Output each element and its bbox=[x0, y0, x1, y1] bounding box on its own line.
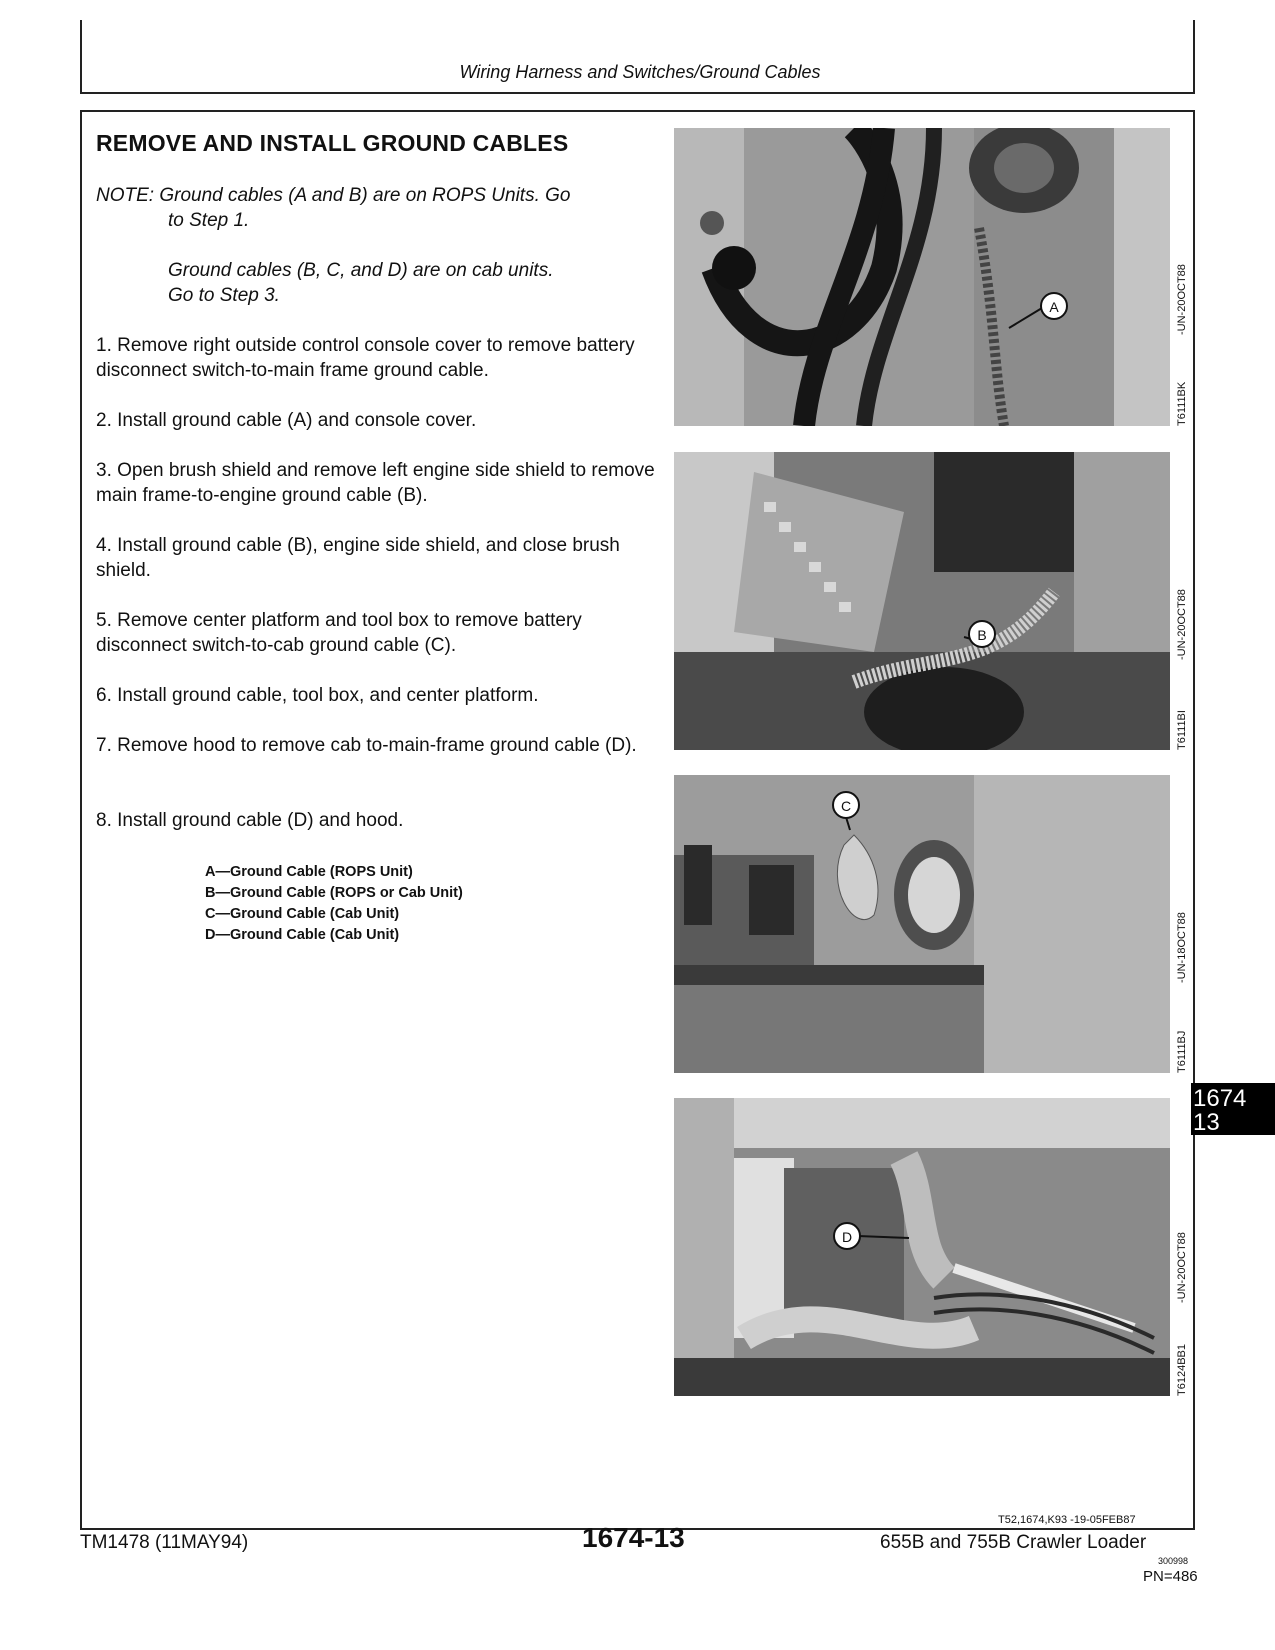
photo-c-code-right: -UN-18OCT88 bbox=[1176, 912, 1188, 983]
step-7: 7. Remove hood to remove cab to-main-frame ground cable (D). bbox=[96, 735, 637, 756]
photo-a-code-left: T6111BK bbox=[1176, 381, 1188, 426]
section-tab-page: 13 bbox=[1193, 1109, 1220, 1136]
legend-item-c: C—Ground Cable (Cab Unit) bbox=[205, 906, 400, 922]
note-block bbox=[96, 183, 646, 308]
content-left-rule bbox=[80, 110, 82, 1530]
section-tab bbox=[1191, 1083, 1275, 1135]
note-line-1b: to Step 1. bbox=[168, 210, 250, 231]
photo-b-callout: B bbox=[977, 627, 987, 643]
step-3: 3. Open brush shield and remove left engine side shield to remove main frame-to-engine ground cable (B). bbox=[96, 460, 655, 506]
photo-ground-cable-b bbox=[674, 452, 1170, 750]
photo-a-callout: A bbox=[1049, 299, 1059, 315]
legend-item-b: B—Ground Cable (ROPS or Cab Unit) bbox=[205, 885, 463, 901]
note-line-2b: Go to Step 3. bbox=[168, 285, 280, 306]
step-5: 5. Remove center platform and tool box to remove battery disconnect switch-to-cab ground cable (C). bbox=[96, 610, 582, 656]
photo-d-code-left: T6124BB1 bbox=[1176, 1344, 1188, 1396]
photo-ground-cable-c bbox=[674, 775, 1170, 1073]
photo-c-callout: C bbox=[840, 798, 852, 814]
content-right-rule bbox=[1193, 110, 1195, 1530]
step-4: 4. Install ground cable (B), engine side shield, and close brush shield. bbox=[96, 535, 620, 581]
callout-legend bbox=[205, 862, 463, 946]
step-6: 6. Install ground cable, tool box, and center platform. bbox=[96, 685, 539, 706]
photo-c-code-left: T6111BJ bbox=[1176, 1030, 1188, 1073]
section-tab-group: 1674 bbox=[1193, 1085, 1247, 1112]
photo-ground-cable-a bbox=[674, 128, 1170, 426]
photo-b-code-right: -UN-20OCT88 bbox=[1176, 589, 1188, 660]
note-line-2a: Ground cables (B, C, and D) are on cab units. bbox=[168, 260, 554, 281]
photo-ground-cable-d bbox=[674, 1098, 1170, 1396]
step-1: 1. Remove right outside control console cover to remove battery disconnect switch-to-main frame ground cable. bbox=[96, 335, 635, 381]
step-2: 2. Install ground cable (A) and console cover. bbox=[96, 410, 477, 431]
content-top-rule bbox=[80, 110, 1195, 112]
photo-d-code-right: -UN-20OCT88 bbox=[1176, 1232, 1188, 1303]
legend-item-a: A—Ground Cable (ROPS Unit) bbox=[205, 864, 413, 880]
header-bottom-rule bbox=[80, 92, 1195, 94]
legend-item-d: D—Ground Cable (Cab Unit) bbox=[205, 927, 400, 943]
note-line-1a: NOTE: Ground cables (A and B) are on ROPS Units. Go bbox=[96, 185, 571, 206]
running-header: Wiring Harness and Switches/Ground Cables bbox=[459, 62, 821, 82]
footer-manual-id: TM1478 (11MAY94) bbox=[80, 1532, 249, 1553]
footer-reference-code: T52,1674,K93 -19-05FEB87 bbox=[998, 1514, 1136, 1526]
section-title: REMOVE AND INSTALL GROUND CABLES bbox=[96, 130, 569, 156]
photo-a-code-right: -UN-20OCT88 bbox=[1176, 264, 1188, 335]
footer-small-code: 300998 bbox=[1158, 1556, 1189, 1566]
footer-model: 655B and 755B Crawler Loader bbox=[880, 1532, 1147, 1553]
page-number: 1674-13 bbox=[582, 1522, 685, 1553]
photo-b-code-left: T6111BI bbox=[1176, 710, 1188, 750]
photo-d-callout: D bbox=[841, 1229, 853, 1245]
step-8: 8. Install ground cable (D) and hood. bbox=[96, 810, 404, 831]
footer-pn: PN=486 bbox=[1143, 1568, 1198, 1585]
